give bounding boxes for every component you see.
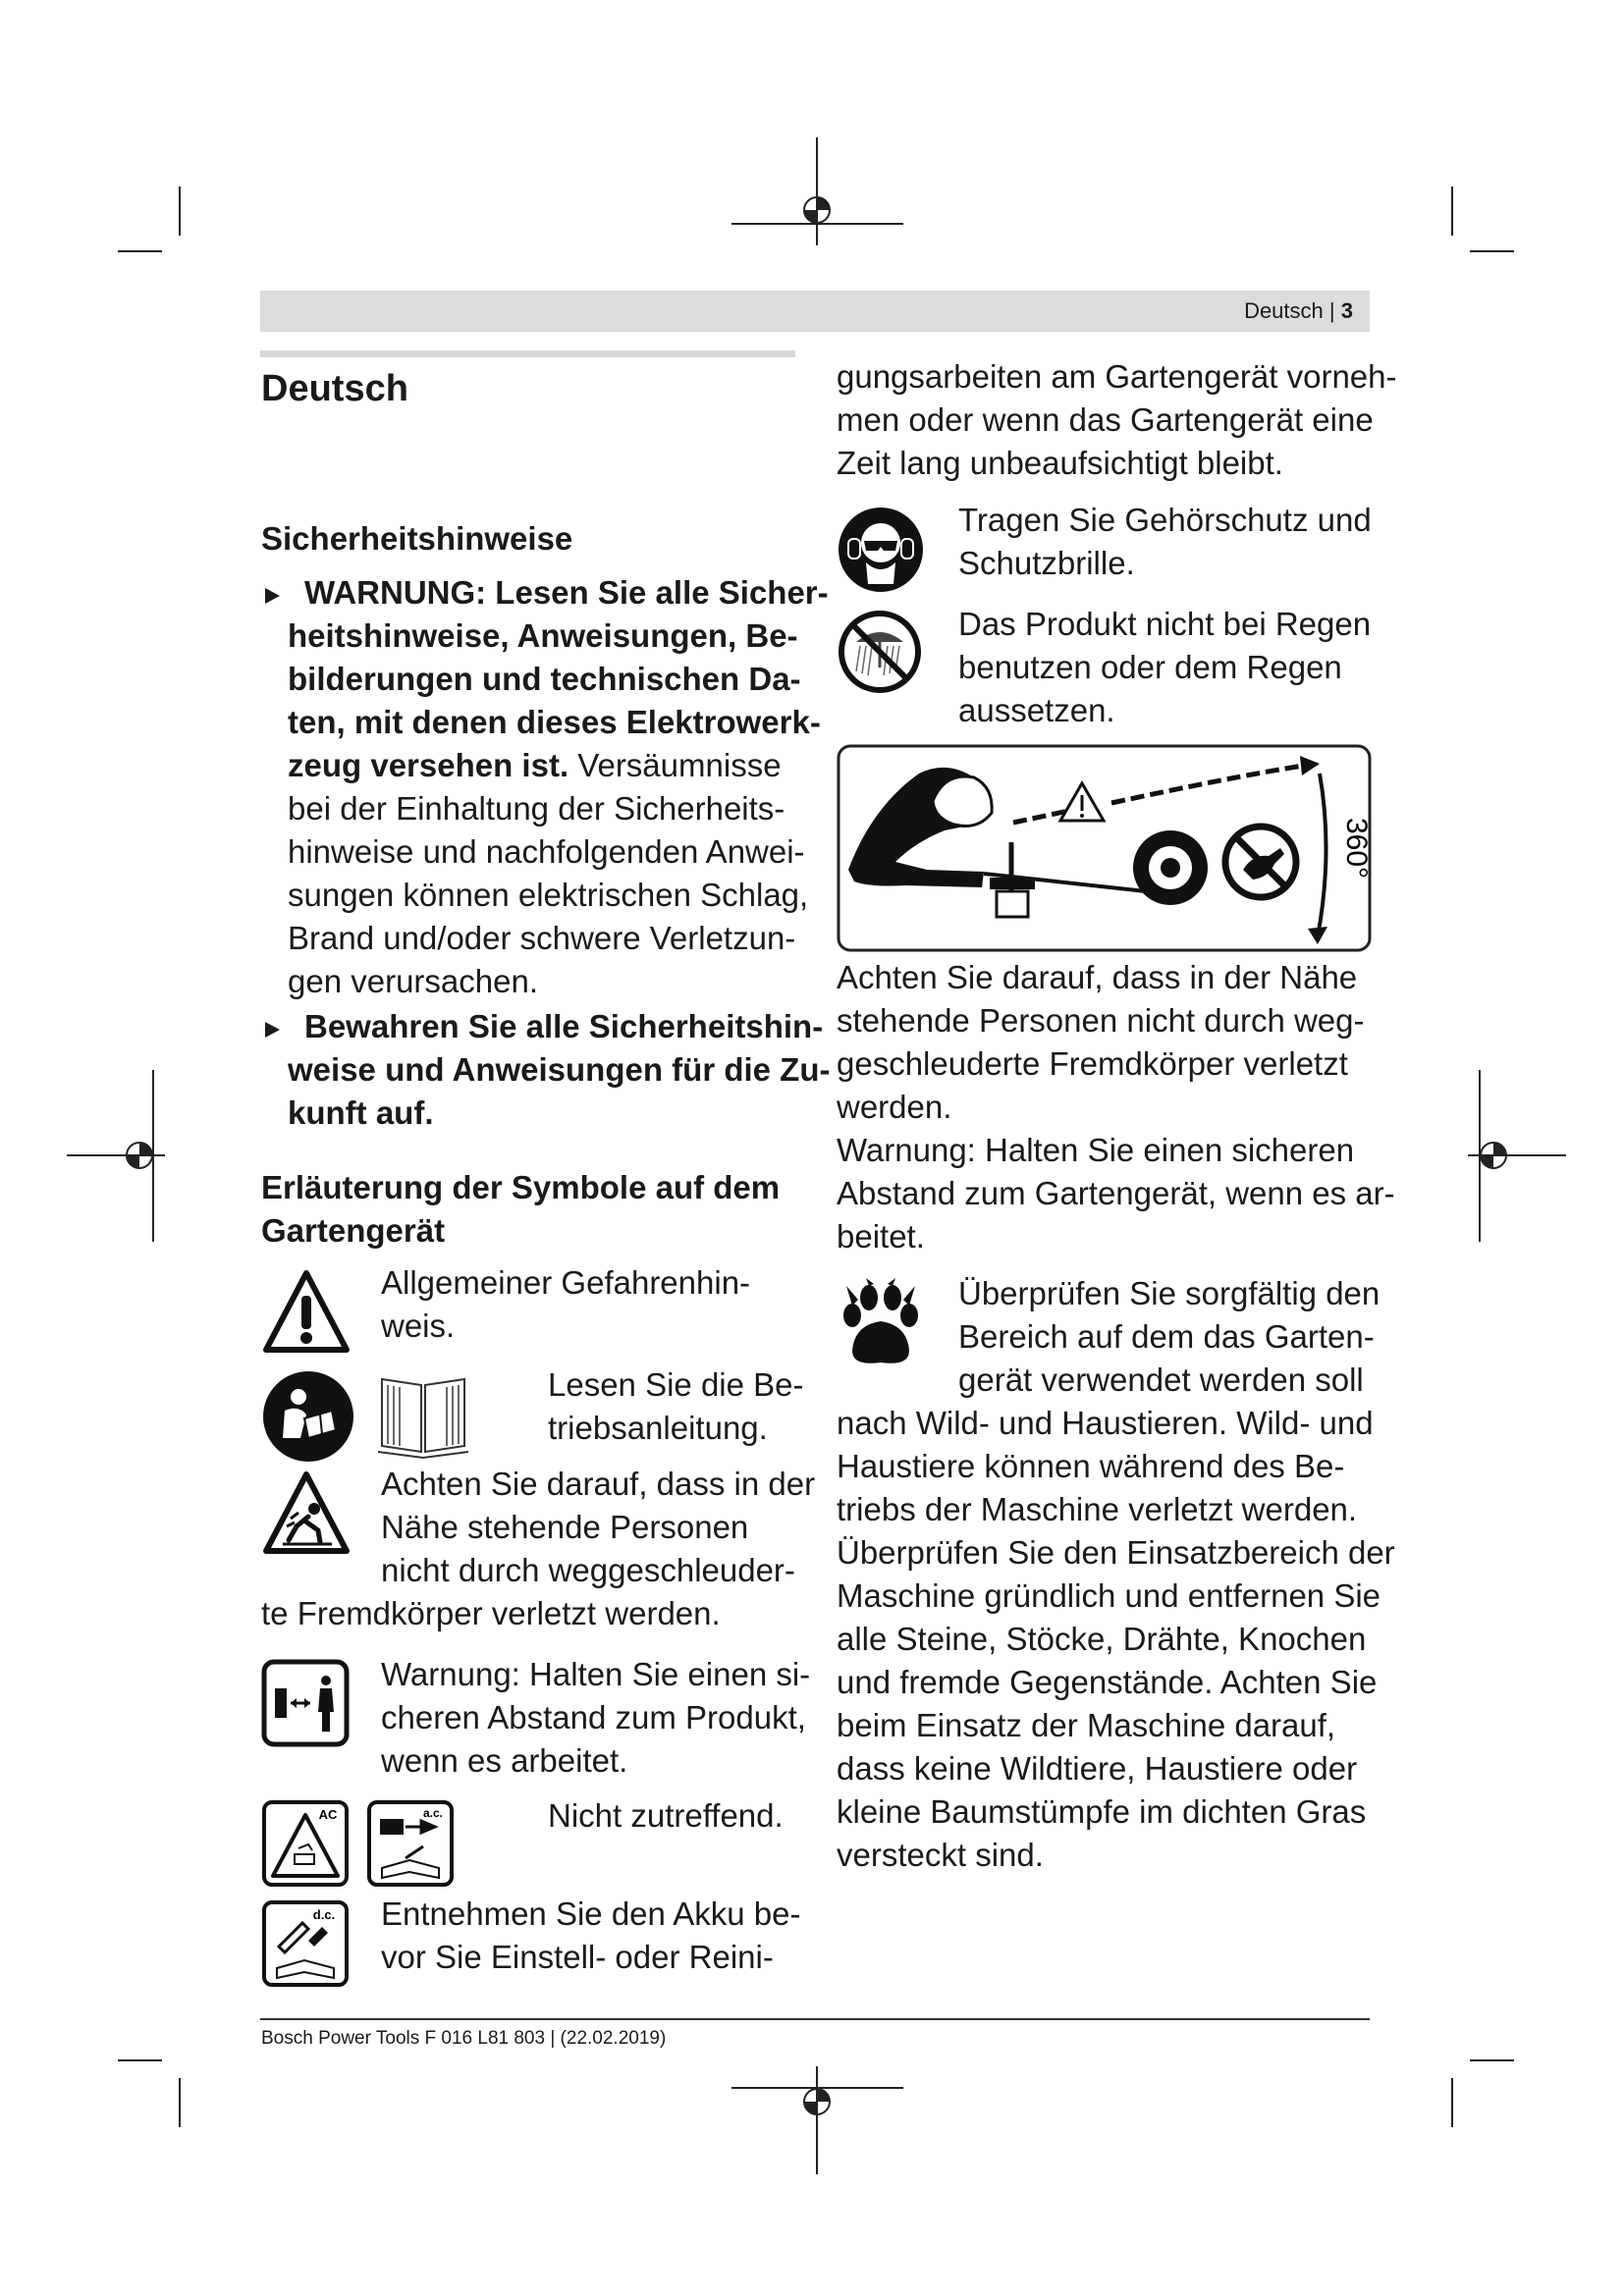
thrown-objects-warning-icon xyxy=(261,1469,352,1556)
footer-rule xyxy=(260,2018,1370,2020)
keep-instructions-bullet xyxy=(288,1005,830,1135)
registration-mark-right xyxy=(1468,1070,1566,1242)
header-language: Deutsch xyxy=(1244,298,1324,323)
warning-text-1: bei der Einhaltung der Sicherheits- xyxy=(288,790,785,827)
symbols-heading-line-2: Gartengerät xyxy=(261,1212,446,1249)
no-rain-line-1: Das Produkt nicht bei Regen xyxy=(958,606,1372,642)
keep-line-1: Bewahren Sie alle Sicherheitshin- xyxy=(304,1008,824,1044)
thrown-objects-pictogram xyxy=(837,744,1372,952)
warning-normal-tail: Versäumnisse xyxy=(568,747,782,783)
ac-warning-icon xyxy=(261,1799,350,1888)
animals-line-6: triebs der Maschine verletzt werden. xyxy=(837,1491,1358,1527)
warning-line-3: bilderungen und technischen Da- xyxy=(288,661,801,697)
dc-label: d.c. xyxy=(312,1907,336,1922)
battery-text-continued xyxy=(837,355,1397,485)
animals-line-2: Bereich auf dem das Garten- xyxy=(958,1318,1375,1355)
symbols-heading xyxy=(261,1166,780,1253)
bullet-triangle-icon xyxy=(263,1021,281,1039)
registration-mark-left xyxy=(67,1070,165,1242)
animals-line-4: nach Wild- und Haustieren. Wild- und xyxy=(837,1405,1374,1441)
read-manual-text xyxy=(548,1363,804,1450)
general-danger-line-2: weis. xyxy=(381,1308,456,1344)
bystander-line-2: Nähe stehende Personen xyxy=(381,1509,749,1545)
general-danger-line-1: Allgemeiner Gefahrenhin- xyxy=(381,1264,751,1301)
protection-text xyxy=(958,499,1372,585)
not-applicable-text: Nicht zutreffend. xyxy=(548,1797,784,1834)
animals-line-11: beim Einsatz der Maschine darauf, xyxy=(837,1707,1336,1743)
page-footer: Bosch Power Tools F 016 L81 803 | (22.02.2019) xyxy=(261,2028,667,2049)
thrown-line-4: werden. xyxy=(837,1089,952,1125)
battery-cont-line-1: gungsarbeiten am Gartengerät vorneh- xyxy=(837,358,1397,395)
warning-text-4: Brand und/oder schwere Verletzun- xyxy=(288,920,796,956)
no-rain-icon xyxy=(837,609,923,695)
page-title: Deutsch xyxy=(261,368,408,409)
protection-line-2: Schutzbrille. xyxy=(958,545,1135,581)
no-rain-text xyxy=(958,603,1371,732)
read-manual-line-2: triebsanleitung. xyxy=(548,1410,768,1446)
paw-print-icon xyxy=(837,1278,925,1368)
warning-text-3: sungen können elektrischen Schlag, xyxy=(288,877,809,913)
animals-line-5: Haustiere können während des Be- xyxy=(837,1448,1345,1484)
animals-line-14: versteckt sind. xyxy=(837,1837,1044,1873)
thrown-line-3: geschleuderte Fremdkörper verletzt xyxy=(837,1045,1348,1082)
animals-line-3: gerät verwendet werden soll xyxy=(958,1362,1364,1398)
thrown-line-6: Abstand zum Gartengerät, wenn es ar- xyxy=(837,1175,1395,1211)
adapter-label: a.c. xyxy=(422,1806,444,1820)
pictogram-360-label: 360° xyxy=(1340,817,1373,880)
registration-mark-bottom xyxy=(731,2066,903,2174)
remove-battery-line-1: Entnehmen Sie den Akku be- xyxy=(381,1896,801,1932)
battery-cont-line-2: men oder wenn das Gartengerät eine xyxy=(837,401,1374,438)
thrown-line-1: Achten Sie darauf, dass in der Nähe xyxy=(837,959,1358,995)
thrown-line-5: Warnung: Halten Sie einen sicheren xyxy=(837,1132,1355,1168)
safe-distance-icon xyxy=(261,1659,350,1747)
keep-line-3: kunft auf. xyxy=(288,1095,434,1131)
warning-line-1: WARNUNG: Lesen Sie alle Sicher- xyxy=(304,574,829,611)
safe-distance-line-1: Warnung: Halten Sie einen si- xyxy=(381,1656,811,1692)
safe-distance-text xyxy=(381,1653,810,1783)
bystander-line-3: nicht durch weggeschleuder- xyxy=(381,1552,795,1588)
safety-heading: Sicherheitshinweise xyxy=(261,520,573,557)
animals-text-rest xyxy=(837,1402,1395,1877)
bullet-triangle-icon xyxy=(263,587,281,605)
safe-distance-line-3: wenn es arbeitet. xyxy=(381,1742,628,1779)
remove-battery-icon xyxy=(261,1899,350,1988)
warning-bold-tail: zeug versehen ist. xyxy=(288,747,569,783)
animals-line-12: dass keine Wildtiere, Haustiere oder xyxy=(837,1750,1358,1787)
bystander-line-4: te Fremdkörper verletzt werden. xyxy=(261,1595,721,1631)
warning-line-4: ten, mit denen dieses Elektrowerk- xyxy=(288,704,821,740)
registration-mark-top xyxy=(731,137,903,245)
general-danger-text xyxy=(381,1261,750,1348)
warning-line-2: heitshinweise, Anweisungen, Be- xyxy=(288,617,798,654)
thrown-line-2: stehende Personen nicht durch weg- xyxy=(837,1002,1365,1039)
bystander-text xyxy=(381,1463,815,1592)
read-manual-icon xyxy=(261,1369,355,1464)
animals-line-1: Überprüfen Sie sorgfältig den xyxy=(958,1275,1380,1311)
animals-line-10: und fremde Gegenstände. Achten Sie xyxy=(837,1664,1378,1700)
warning-triangle-icon xyxy=(262,1268,351,1355)
battery-cont-line-3: Zeit lang unbeaufsichtigt bleibt. xyxy=(837,445,1283,481)
animals-line-8: Maschine gründlich und entfernen Sie xyxy=(837,1577,1381,1614)
header-separator: | xyxy=(1328,298,1335,323)
charger-manual-icon xyxy=(366,1799,455,1888)
remove-battery-text xyxy=(381,1893,800,1979)
thrown-line-7: beitet. xyxy=(837,1218,925,1255)
read-manual-line-1: Lesen Sie die Be- xyxy=(548,1366,804,1403)
keep-line-2: weise und Anweisungen für die Zu- xyxy=(288,1051,831,1088)
ear-eye-protection-icon xyxy=(837,506,925,594)
animals-line-9: alle Steine, Stöcke, Drähte, Knochen xyxy=(837,1621,1367,1657)
symbols-heading-line-1: Erläuterung der Symbole auf dem xyxy=(261,1169,781,1205)
no-rain-line-3: aussetzen. xyxy=(958,692,1115,728)
bystander-thrown-text xyxy=(837,956,1395,1258)
warning-text-5: gen verursachen. xyxy=(288,963,538,999)
safe-distance-line-2: cheren Abstand zum Produkt, xyxy=(381,1699,806,1735)
ac-label: AC xyxy=(318,1807,338,1822)
remove-battery-line-2: vor Sie Einstell- oder Reini- xyxy=(381,1939,774,1975)
animals-line-7: Überprüfen Sie den Einsatzbereich der xyxy=(837,1534,1395,1571)
animals-text-top xyxy=(958,1272,1380,1402)
page-header xyxy=(1244,294,1353,328)
warning-text-2: hinweise und nachfolgenden Anwei- xyxy=(288,833,805,870)
open-book-icon xyxy=(376,1369,470,1458)
page-number: 3 xyxy=(1340,298,1353,323)
header-bar xyxy=(260,291,1370,332)
protection-line-1: Tragen Sie Gehörschutz und xyxy=(958,502,1372,538)
column-rule xyxy=(260,350,795,357)
animals-line-13: kleine Baumstümpfe im dichten Gras xyxy=(837,1793,1367,1830)
no-rain-line-2: benutzen oder dem Regen xyxy=(958,649,1342,685)
warning-bullet xyxy=(288,571,829,1003)
bystander-line-1: Achten Sie darauf, dass in der xyxy=(381,1466,816,1502)
